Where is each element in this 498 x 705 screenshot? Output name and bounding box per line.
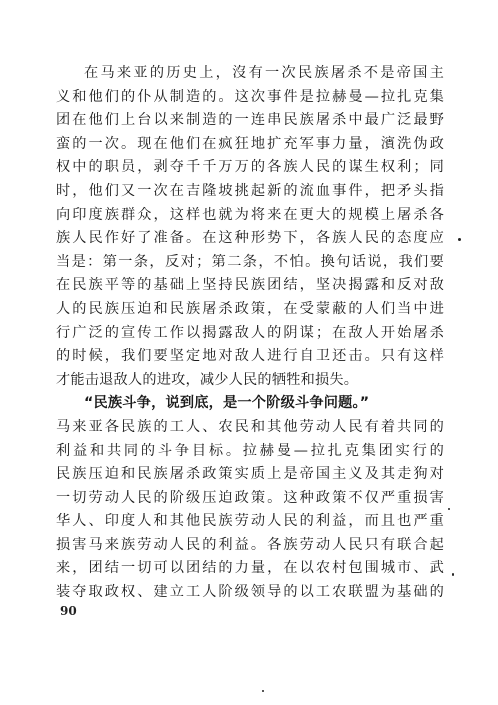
text-line: 权中的职员，剥夺千千万万的各族人民的谋生权利；同	[56, 159, 444, 176]
text-line: 人的民族压迫和民族屠杀政策，在受蒙蔽的人们当中进	[56, 300, 444, 317]
text-line: 利益和共同的斗争目标。拉赫曼—拉扎克集团实行的	[56, 442, 444, 459]
scan-speck	[452, 573, 454, 576]
text-line: 民族压迫和民族屠杀政策实质上是帝国主义及其走狗对	[56, 466, 444, 483]
text-line: 行广泛的宣传工作以揭露敌人的阴谋；在敌人开始屠杀	[56, 324, 444, 341]
text-line: 向印度族群众，这样也就为将来在更大的规模上屠杀各	[56, 206, 444, 223]
quote-heading: “民族斗争，说到底，是一个阶级斗争问题。”	[84, 395, 370, 412]
text-line: 义和他们的仆从制造的。这次事件是拉赫曼—拉扎克集	[56, 88, 444, 105]
text-line: 马来亚各民族的工人、农民和其他劳动人民有着共同的	[56, 418, 444, 435]
text-line: 团在他们上台以来制造的一连串民族屠杀中最广泛最野	[56, 112, 444, 129]
paragraph-1	[56, 62, 444, 392]
text-line: 蛮的一次。现在他们在疯狂地扩充军事力量，濱洗伪政	[56, 135, 444, 152]
text-line: 装夺取政权、建立工人阶级领导的以工农联盟为基础的	[56, 584, 444, 601]
paragraph-2	[56, 416, 444, 605]
text-line: 华人、印度人和其他民族劳动人民的利益，而且也严重	[56, 513, 444, 530]
text-line: 在马来亚的历史上，沒有一次民族屠杀不是帝国主	[84, 65, 444, 81]
text-line: 时，他们又一次在吉隆坡挑起新的流血事件，把矛头指	[56, 182, 444, 199]
scan-speck	[458, 238, 461, 241]
text-line: 一切劳动人民的阶级压迫政策。这种政策不仅严重损害	[56, 489, 444, 506]
text-line: 当是：第一条，反对；第二条，不怕。換句话说，我们要	[56, 253, 444, 270]
text-line: 族人民作好了准备。在这种形势下，各族人民的态度应	[56, 230, 444, 247]
page-number: 90	[60, 604, 77, 618]
text-line: 在民族平等的基础上坚持民族团结，坚决揭露和反对敌	[56, 277, 444, 294]
text-line: 来，团结一切可以团结的力量，在以农村包围城市、武	[56, 560, 444, 577]
text-line: 损害马来族劳动人民的利益。各族劳动人民只有联合起	[56, 536, 444, 553]
scan-speck	[262, 690, 264, 692]
scan-speck	[448, 508, 450, 510]
body-text	[56, 62, 444, 605]
text-line: 的时候，我们要坚定地对敌人进行自卫还击。只有这样	[56, 348, 444, 365]
text-line: 才能击退敌人的进攻，减少人民的牺牲和损失。	[56, 371, 359, 388]
